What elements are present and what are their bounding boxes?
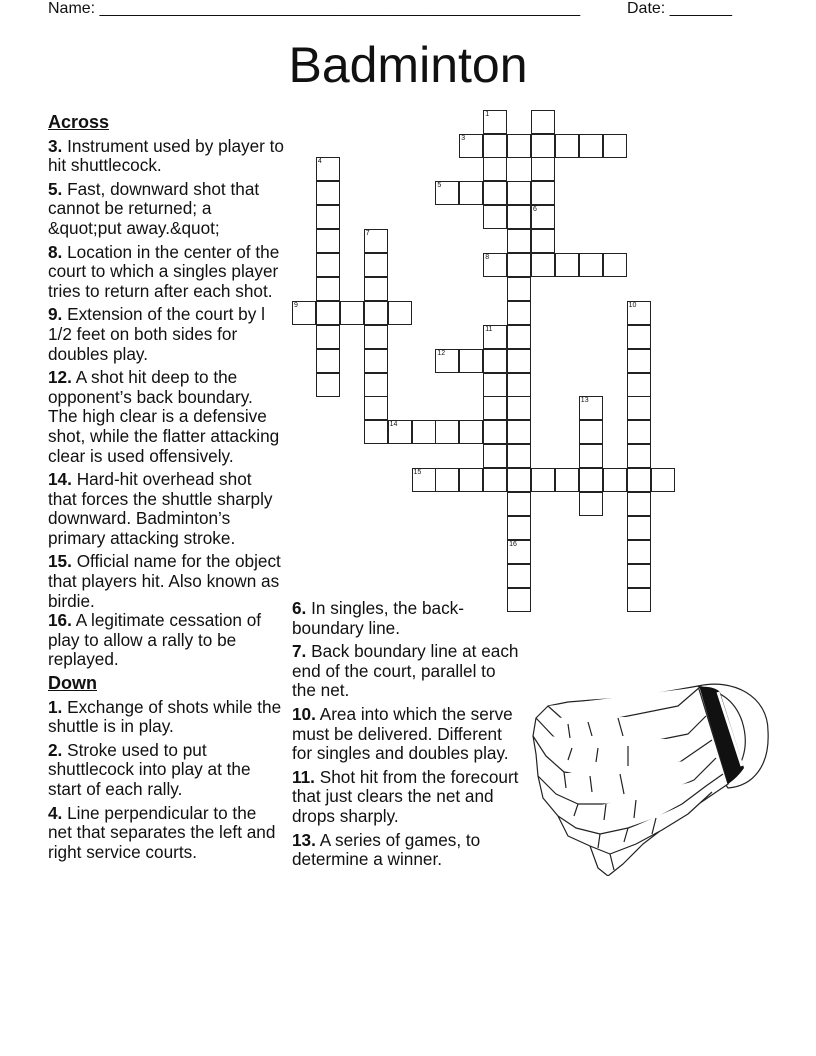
grid-cell[interactable] [579, 396, 603, 420]
down-clue: 4. Line perpendicular to the net that separates the left and right service courts. [48, 802, 276, 862]
grid-cell[interactable] [507, 181, 531, 205]
grid-cell[interactable] [483, 253, 507, 277]
grid-cell[interactable] [507, 373, 531, 397]
grid-cell[interactable] [316, 229, 340, 253]
grid-cell[interactable] [364, 349, 388, 373]
cell-number: 3 [461, 134, 466, 142]
grid-cell[interactable] [507, 492, 531, 516]
down-clue: 1. Exchange of shots while the shuttle is in play. [48, 696, 282, 737]
grid-cell[interactable] [507, 396, 531, 420]
grid-cell[interactable] [364, 373, 388, 397]
grid-cell[interactable] [531, 468, 555, 492]
grid-cell[interactable] [531, 157, 555, 181]
grid-cell[interactable] [412, 468, 436, 492]
grid-cell[interactable] [627, 301, 651, 325]
down-heading: Down [48, 673, 97, 694]
cell-number: 5 [437, 182, 442, 190]
shuttlecock-illustration [528, 676, 772, 876]
grid-cell[interactable] [483, 205, 507, 229]
grid-cell[interactable] [627, 420, 651, 444]
grid-cell[interactable] [483, 468, 507, 492]
grid-cell[interactable] [507, 277, 531, 301]
grid-cell[interactable] [555, 468, 579, 492]
across-clue: 12. A shot hit deep to the opponent’s back boundary. The high clear is a defensive shot, while the flatter attacking clear is used offensively. [48, 367, 280, 466]
grid-cell[interactable] [435, 468, 459, 492]
grid-cell[interactable] [364, 396, 388, 420]
grid-cell[interactable] [531, 205, 555, 229]
grid-cell[interactable] [531, 229, 555, 253]
across-clue: 5. Fast, downward shot that cannot be returned; a &quot;put away.&quot; [48, 178, 260, 238]
cell-number: 7 [365, 230, 370, 238]
grid-cell[interactable] [531, 253, 555, 277]
grid-cell[interactable] [316, 157, 340, 181]
grid-cell[interactable] [627, 468, 651, 492]
grid-cell[interactable] [364, 253, 388, 277]
grid-cell[interactable] [316, 181, 340, 205]
down-clue: 6. In singles, the back-boundary line. [292, 598, 464, 638]
grid-cell[interactable] [507, 205, 531, 229]
down-clue: 10. Area into which the serve must be delivered. Different for singles and doubles play. [292, 703, 513, 764]
grid-cell[interactable] [627, 540, 651, 564]
grid-cell[interactable] [627, 396, 651, 420]
down-clue: 13. A series of games, to determine a winner. [292, 829, 481, 870]
cell-number: 9 [294, 301, 298, 309]
grid-cell[interactable] [459, 349, 483, 373]
across-clue: 9. Extension of the court by l 1/2 feet on both sides for doubles play. [48, 304, 265, 364]
grid-cell[interactable] [364, 301, 388, 325]
clues-column-left [48, 113, 284, 866]
cell-number: 16 [509, 540, 517, 548]
date-field-label: Date: _______ [627, 0, 732, 17]
grid-cell[interactable] [483, 157, 507, 181]
grid-cell[interactable] [531, 181, 555, 205]
grid-cell[interactable] [603, 253, 627, 277]
grid-cell[interactable] [507, 134, 531, 158]
grid-cell[interactable] [627, 492, 651, 516]
grid-cell[interactable] [579, 492, 603, 516]
cell-number: 13 [580, 397, 589, 405]
cell-number: 12 [437, 349, 446, 357]
grid-cell[interactable] [507, 540, 531, 564]
grid-cell[interactable] [507, 564, 531, 588]
across-clue: 16. A legitimate cessation of play to allow a rally to be replayed. [48, 610, 262, 670]
name-field-label: Name: ______________________________________________________ [48, 0, 581, 17]
grid-cell[interactable] [579, 134, 603, 158]
across-clue: 3. Instrument used by player to hit shuttlecock. [48, 135, 284, 176]
grid-cell[interactable] [579, 420, 603, 444]
grid-cell[interactable] [579, 444, 603, 468]
across-clue: 8. Location in the center of the court to which a singles player tries to return after each shot. [48, 241, 280, 301]
cell-number: 11 [485, 325, 493, 333]
grid-cell[interactable] [483, 396, 507, 420]
grid-cell[interactable] [627, 444, 651, 468]
grid-cell[interactable] [627, 325, 651, 349]
grid-cell[interactable] [459, 134, 483, 158]
grid-cell[interactable] [483, 134, 507, 158]
grid-cell[interactable] [603, 468, 627, 492]
grid-cell[interactable] [459, 420, 483, 444]
grid-cell[interactable] [364, 277, 388, 301]
grid-cell[interactable] [507, 349, 531, 373]
grid-cell[interactable] [435, 349, 459, 373]
down-clue: 2. Stroke used to put shuttlecock into play at the start of each rally. [48, 739, 251, 799]
grid-cell[interactable] [435, 420, 459, 444]
cell-number: 14 [389, 421, 398, 429]
grid-cell[interactable] [292, 301, 316, 325]
grid-cell[interactable] [507, 253, 531, 277]
puzzle-title: Badminton [288, 37, 528, 93]
grid-cell[interactable] [627, 516, 651, 540]
grid-cell[interactable] [412, 420, 436, 444]
cell-number: 10 [628, 301, 637, 309]
grid-cell[interactable] [483, 349, 507, 373]
grid-cell[interactable] [627, 349, 651, 373]
across-heading: Across [48, 112, 110, 132]
grid-cell[interactable] [627, 373, 651, 397]
grid-cell[interactable] [507, 325, 531, 349]
grid-cell[interactable] [483, 325, 507, 349]
grid-cell[interactable] [483, 373, 507, 397]
grid-cell[interactable] [579, 468, 603, 492]
grid-cell[interactable] [507, 468, 531, 492]
grid-cell[interactable] [364, 420, 388, 444]
down-clue: 11. Shot hit from the forecourt that just clears the net and drops sharply. [292, 766, 519, 826]
cell-number: 15 [413, 469, 422, 477]
grid-cell[interactable] [316, 301, 340, 325]
across-clue: 15. Official name for the object that players hit. Also known as birdie. [48, 551, 281, 611]
grid-cell[interactable] [555, 253, 579, 277]
grid-cell[interactable] [483, 444, 507, 468]
grid-cell[interactable] [627, 564, 651, 588]
grid-cell[interactable] [388, 301, 412, 325]
grid-cell[interactable] [579, 253, 603, 277]
grid-cell[interactable] [316, 205, 340, 229]
across-clue: 14. Hard-hit overhead shot that forces the shuttle sharply downward. Badminton’s primary attacking stroke. [48, 469, 273, 548]
cell-number: 4 [317, 158, 322, 166]
grid-cell[interactable] [459, 468, 483, 492]
cell-number: 1 [485, 110, 490, 118]
grid-cell[interactable] [316, 373, 340, 397]
grid-cell[interactable] [316, 349, 340, 373]
cell-number: 6 [533, 206, 537, 214]
grid-cell[interactable] [507, 420, 531, 444]
grid-cell[interactable] [555, 134, 579, 158]
grid-cell[interactable] [507, 516, 531, 540]
grid-cell[interactable] [507, 301, 531, 325]
grid-cell[interactable] [316, 253, 340, 277]
grid-cell[interactable] [316, 277, 340, 301]
grid-cell[interactable] [483, 110, 507, 134]
grid-cell[interactable] [603, 134, 627, 158]
grid-cell[interactable] [651, 468, 675, 492]
grid-cell[interactable] [507, 444, 531, 468]
grid-cell[interactable] [627, 588, 651, 612]
grid-cell[interactable] [435, 181, 459, 205]
grid-cell[interactable] [459, 181, 483, 205]
grid-cell[interactable] [531, 134, 555, 158]
grid-cell[interactable] [483, 420, 507, 444]
cell-number: 8 [485, 254, 490, 261]
grid-cell[interactable] [364, 325, 388, 349]
grid-cell[interactable] [364, 229, 388, 253]
clues-column-middle [292, 599, 522, 874]
down-clue: 7. Back boundary line at each end of the court, parallel to the net. [292, 641, 519, 701]
grid-cell[interactable] [507, 229, 531, 253]
grid-cell[interactable] [531, 110, 555, 134]
grid-cell[interactable] [388, 420, 412, 444]
grid-cell[interactable] [340, 301, 364, 325]
grid-cell[interactable] [483, 181, 507, 205]
grid-cell[interactable] [316, 325, 340, 349]
